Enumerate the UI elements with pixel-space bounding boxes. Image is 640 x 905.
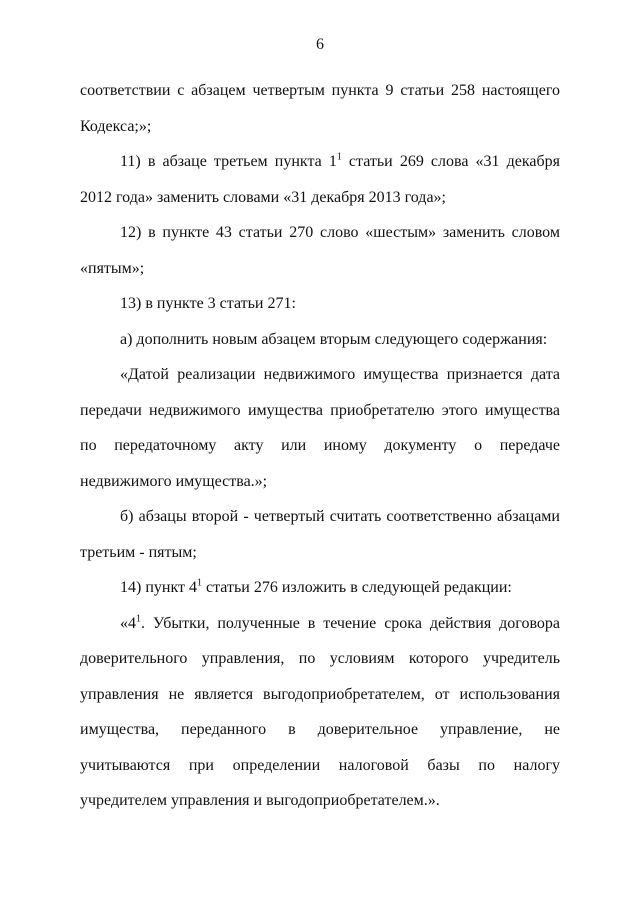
paragraph-item-12: 12) в пункте 43 статьи 270 слово «шестым» заменить словом «пятым»; [80, 224, 560, 277]
paragraph-item-14-before: 14) пункт 4 [120, 579, 198, 596]
paragraph-item-14-after: статьи 276 изложить в следующей редакции: [202, 579, 512, 596]
paragraph-item-13: 13) в пункте 3 статьи 271: [120, 295, 296, 312]
document-body [80, 73, 560, 819]
paragraph-quote-losses [80, 606, 560, 819]
superscript-1: 1 [136, 613, 141, 625]
paragraph-quote-losses-after: . Убытки, полученные в течение срока действия договора доверительного управления, по условиям которого учредитель управления не является выгодоприобретателем, от использования имущества, переданного в доверительное управление, не учитываются при определении налоговой базы по налогу учредителем управления и выгодоприобретателем.». [80, 614, 560, 809]
paragraph-continuation: соответствии с абзацем четвертым пункта 9 статьи 258 настоящего Кодекса;»; [80, 82, 560, 135]
paragraph-item-11-before: 11) в абзаце третьем пункта 1 [120, 153, 337, 170]
paragraph-item-14 [80, 570, 560, 606]
paragraph-item-11-after: статьи 269 слова «31 декабря 2012 года» заменить словами «31 декабря 2013 года»; [80, 153, 560, 206]
paragraph-quote-losses-before: «4 [120, 614, 136, 632]
superscript-1: 1 [197, 577, 203, 589]
superscript-1: 1 [336, 151, 342, 163]
paragraph-quote-realization-date: «Датой реализации недвижимого имущества признается дата передачи недвижимого имущества приобретателю этого имущества по передаточному акту или иному документу о передаче недвижимого имущества.»; [80, 366, 560, 490]
paragraph-subitem-b: б) абзацы второй - четвертый считать соответственно абзацами третьим - пятым; [80, 508, 560, 561]
paragraph-subitem-a: а) дополнить новым абзацем вторым следующего содержания: [120, 330, 548, 348]
page-number: 6 [316, 36, 324, 53]
paragraph-item-11 [80, 144, 560, 215]
